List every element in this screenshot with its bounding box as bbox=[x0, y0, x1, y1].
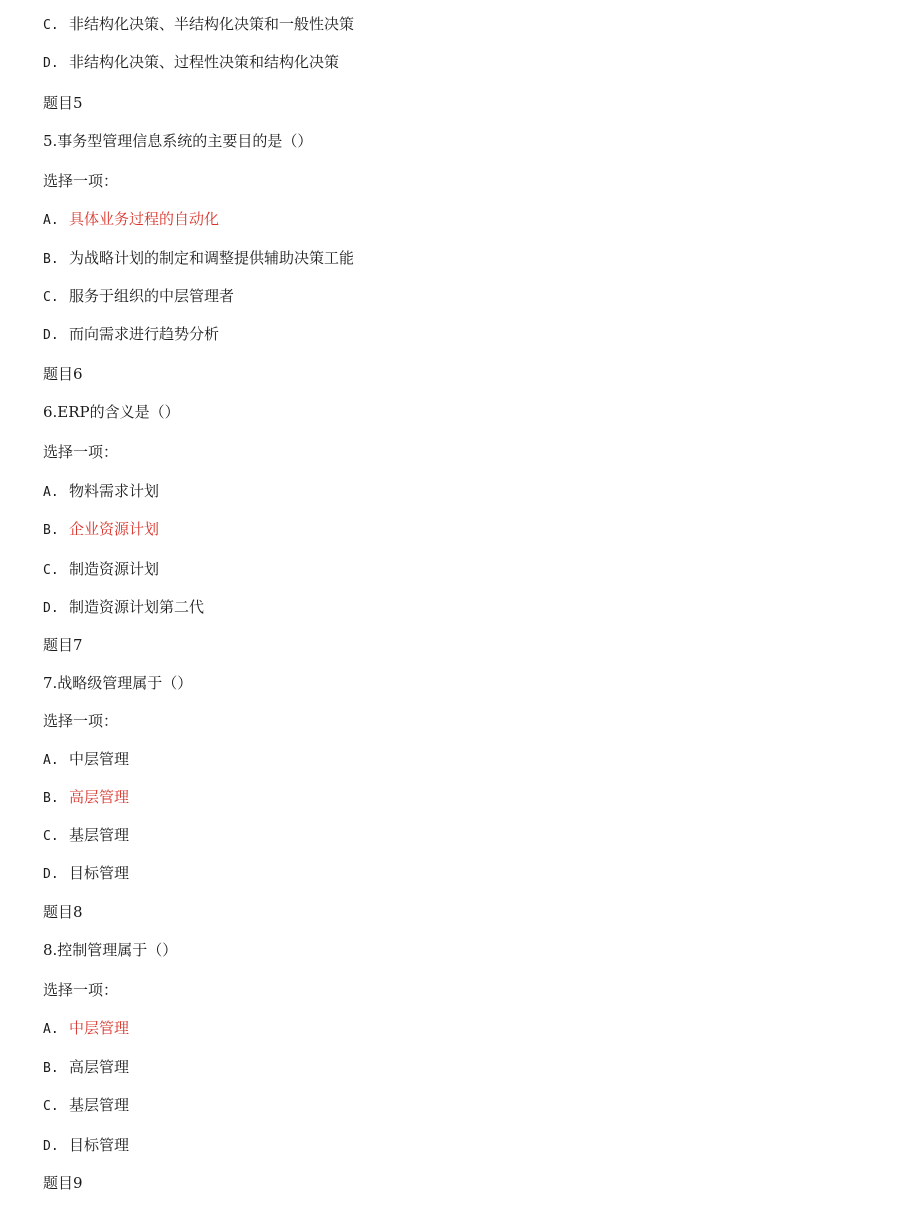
option-b bbox=[43, 785, 129, 809]
option-a bbox=[43, 479, 159, 503]
option-letter: A. bbox=[43, 485, 59, 500]
question-heading: 题目6 bbox=[43, 365, 83, 383]
choose-one-prompt: 选择一项： bbox=[43, 443, 119, 461]
option-text-correct: 中层管理 bbox=[69, 1019, 130, 1037]
option-d bbox=[43, 50, 339, 74]
question-heading: 题目5 bbox=[43, 94, 83, 112]
option-text: 而向需求进行趋势分析 bbox=[69, 325, 220, 343]
choose-one-prompt: 选择一项： bbox=[43, 981, 119, 999]
question-text: 7.战略级管理属于（） bbox=[43, 674, 193, 692]
option-text: 高层管理 bbox=[69, 1058, 130, 1076]
option-letter: A. bbox=[43, 213, 59, 228]
option-letter: A. bbox=[43, 753, 59, 768]
option-letter: C. bbox=[43, 1099, 59, 1114]
option-letter: D. bbox=[43, 1139, 59, 1154]
option-c bbox=[43, 557, 159, 581]
option-letter: D. bbox=[43, 56, 59, 71]
option-d bbox=[43, 861, 129, 885]
option-c bbox=[43, 12, 354, 36]
option-text: 服务于组织的中层管理者 bbox=[69, 287, 235, 305]
option-text-correct: 具体业务过程的自动化 bbox=[69, 210, 220, 228]
option-a bbox=[43, 747, 129, 771]
option-b bbox=[43, 1055, 129, 1079]
choose-one-prompt: 选择一项： bbox=[43, 172, 119, 190]
option-letter: C. bbox=[43, 290, 59, 305]
option-text: 中层管理 bbox=[69, 750, 130, 768]
option-text: 制造资源计划 bbox=[69, 560, 160, 578]
option-d bbox=[43, 1133, 129, 1157]
option-text: 目标管理 bbox=[69, 1136, 130, 1154]
option-text: 基层管理 bbox=[69, 1096, 130, 1114]
question-text: 8.控制管理属于（） bbox=[43, 941, 178, 959]
option-text-correct: 企业资源计划 bbox=[69, 520, 160, 538]
option-text: 非结构化决策、过程性决策和结构化决策 bbox=[69, 53, 340, 71]
option-letter: D. bbox=[43, 867, 59, 882]
option-c bbox=[43, 284, 234, 308]
option-text: 目标管理 bbox=[69, 864, 130, 882]
option-letter: A. bbox=[43, 1022, 59, 1037]
option-c bbox=[43, 1093, 129, 1117]
option-letter: C. bbox=[43, 563, 59, 578]
option-letter: B. bbox=[43, 523, 59, 538]
option-b bbox=[43, 246, 354, 270]
question-text: 5.事务型管理信息系统的主要目的是（） bbox=[43, 132, 313, 150]
option-text-correct: 高层管理 bbox=[69, 788, 130, 806]
question-heading: 题目7 bbox=[43, 636, 83, 654]
option-letter: B. bbox=[43, 791, 59, 806]
question-heading: 题目8 bbox=[43, 903, 83, 921]
question-text: 6.ERP的含义是（） bbox=[43, 403, 180, 421]
option-text: 物料需求计划 bbox=[69, 482, 160, 500]
option-c bbox=[43, 823, 129, 847]
option-a bbox=[43, 207, 219, 231]
option-b bbox=[43, 517, 159, 541]
option-text: 制造资源计划第二代 bbox=[69, 598, 205, 616]
option-letter: B. bbox=[43, 252, 59, 267]
option-letter: B. bbox=[43, 1061, 59, 1076]
option-letter: D. bbox=[43, 601, 59, 616]
choose-one-prompt: 选择一项： bbox=[43, 712, 119, 730]
question-heading: 题目9 bbox=[43, 1174, 83, 1192]
option-text: 非结构化决策、半结构化决策和一般性决策 bbox=[69, 15, 355, 33]
option-a bbox=[43, 1016, 129, 1040]
option-letter: C. bbox=[43, 18, 59, 33]
option-text: 基层管理 bbox=[69, 826, 130, 844]
option-text: 为战略计划的制定和调整提供辅助决策工能 bbox=[69, 249, 355, 267]
option-d bbox=[43, 595, 204, 619]
option-d bbox=[43, 322, 219, 346]
option-letter: D. bbox=[43, 328, 59, 343]
option-letter: C. bbox=[43, 829, 59, 844]
